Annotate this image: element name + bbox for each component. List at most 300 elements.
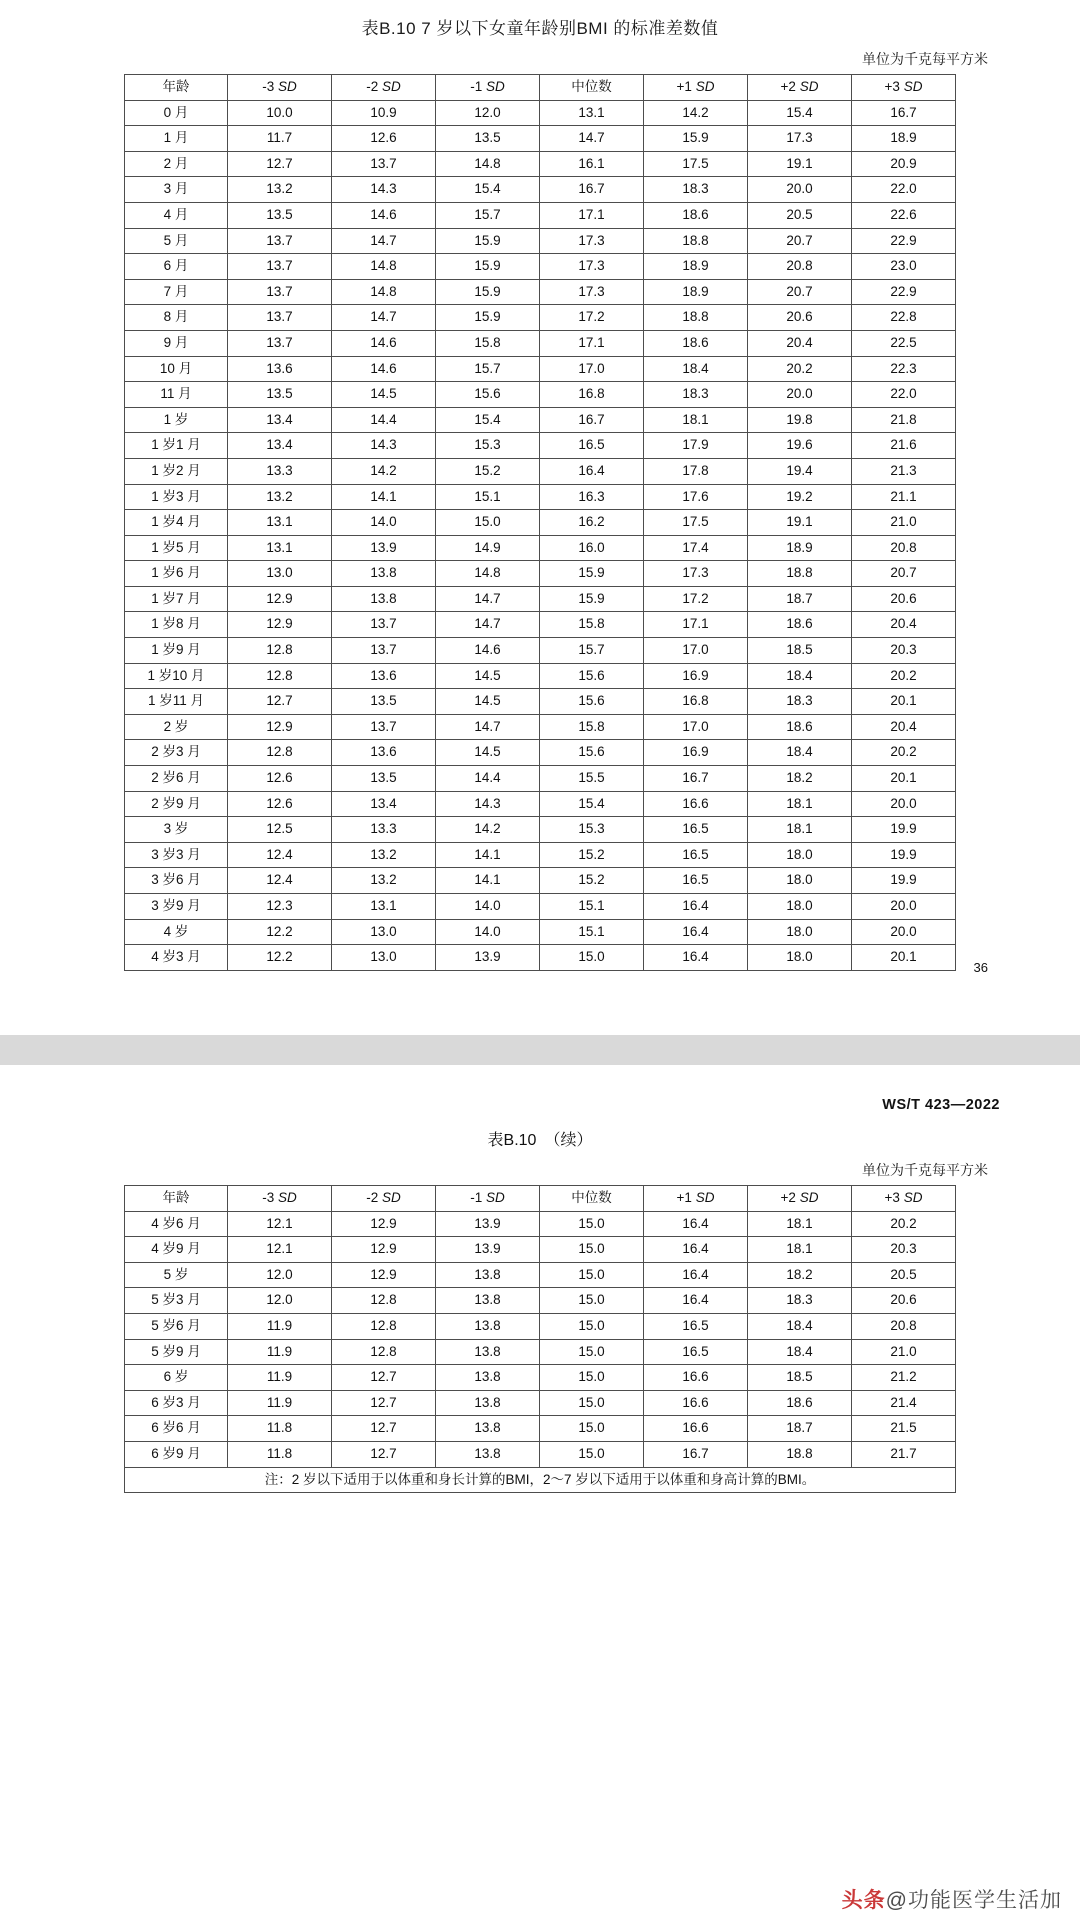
table-row — [125, 894, 956, 920]
cell-age: 7 月 — [125, 279, 228, 305]
cell-value: 13.2 — [332, 842, 436, 868]
cell-value: 16.5 — [644, 1313, 748, 1339]
table-note: 注：2 岁以下适用于以体重和身长计算的BMI，2～7 岁以下适用于以体重和身高计算的BMI。 — [125, 1467, 956, 1493]
cell-value: 15.0 — [540, 1211, 644, 1237]
cell-value: 12.6 — [228, 766, 332, 792]
cell-value: 21.6 — [852, 433, 956, 459]
table-row — [125, 535, 956, 561]
page-title: 表B.10 7 岁以下女童年龄别BMI 的标准差数值 — [361, 19, 719, 38]
table-row — [125, 254, 956, 280]
cell-value: 13.2 — [228, 484, 332, 510]
cell-age: 6 岁6 月 — [125, 1416, 228, 1442]
cell-value: 17.3 — [644, 561, 748, 587]
cell-value: 15.3 — [436, 433, 540, 459]
table-row — [125, 228, 956, 254]
cell-value: 22.9 — [852, 228, 956, 254]
cell-value: 18.4 — [748, 1313, 852, 1339]
cell-age: 5 岁6 月 — [125, 1313, 228, 1339]
cell-value: 20.6 — [852, 1288, 956, 1314]
cell-value: 12.8 — [332, 1313, 436, 1339]
cell-age: 6 月 — [125, 254, 228, 280]
cell-value: 18.0 — [748, 919, 852, 945]
cell-value: 16.5 — [540, 433, 644, 459]
cell-value: 20.8 — [852, 535, 956, 561]
table-body — [125, 1211, 956, 1467]
cell-value: 15.4 — [436, 177, 540, 203]
cell-value: 14.8 — [436, 151, 540, 177]
table-row — [125, 945, 956, 971]
cell-value: 20.3 — [852, 638, 956, 664]
cell-value: 12.3 — [228, 894, 332, 920]
cell-age: 1 岁1 月 — [125, 433, 228, 459]
cell-value: 20.4 — [748, 330, 852, 356]
cell-value: 11.9 — [228, 1365, 332, 1391]
cell-value: 16.0 — [540, 535, 644, 561]
cell-value: 18.1 — [748, 1237, 852, 1263]
cell-value: 18.6 — [748, 714, 852, 740]
cell-value: 13.1 — [228, 535, 332, 561]
cell-value: 12.6 — [228, 791, 332, 817]
cell-value: 12.7 — [332, 1416, 436, 1442]
cell-value: 13.4 — [228, 433, 332, 459]
watermark-logo: 头条 — [841, 1889, 886, 1912]
cell-value: 16.2 — [540, 510, 644, 536]
cell-age: 2 月 — [125, 151, 228, 177]
page-separator — [0, 1035, 1080, 1065]
table-row — [125, 1416, 956, 1442]
column-header-7: +3 SD — [852, 1186, 956, 1212]
table-row — [125, 356, 956, 382]
cell-value: 15.5 — [540, 766, 644, 792]
cell-value: 13.7 — [228, 330, 332, 356]
cell-value: 20.7 — [852, 561, 956, 587]
cell-value: 16.6 — [644, 791, 748, 817]
cell-value: 13.6 — [228, 356, 332, 382]
table-row — [125, 1211, 956, 1237]
cell-value: 13.8 — [436, 1416, 540, 1442]
cell-value: 21.8 — [852, 407, 956, 433]
cell-value: 20.2 — [852, 663, 956, 689]
cell-age: 1 岁11 月 — [125, 689, 228, 715]
cell-value: 13.8 — [436, 1339, 540, 1365]
cell-value: 21.4 — [852, 1390, 956, 1416]
cell-value: 15.0 — [540, 1390, 644, 1416]
cell-value: 20.0 — [748, 177, 852, 203]
column-header-6: +2 SD — [748, 75, 852, 101]
cell-value: 16.4 — [644, 1288, 748, 1314]
cell-value: 13.9 — [332, 535, 436, 561]
cell-value: 18.0 — [748, 894, 852, 920]
table-row — [125, 663, 956, 689]
cell-value: 15.9 — [436, 228, 540, 254]
cell-value: 11.8 — [228, 1416, 332, 1442]
cell-value: 17.0 — [540, 356, 644, 382]
cell-age: 3 岁9 月 — [125, 894, 228, 920]
cell-value: 12.2 — [228, 919, 332, 945]
cell-age: 5 岁3 月 — [125, 1288, 228, 1314]
cell-value: 14.3 — [332, 177, 436, 203]
cell-value: 14.0 — [436, 919, 540, 945]
cell-value: 16.4 — [540, 458, 644, 484]
cell-value: 19.4 — [748, 458, 852, 484]
cell-value: 22.6 — [852, 202, 956, 228]
bmi-table-page2 — [124, 1185, 956, 1493]
cell-value: 15.0 — [540, 945, 644, 971]
cell-value: 15.6 — [436, 382, 540, 408]
table-row — [125, 458, 956, 484]
cell-age: 10 月 — [125, 356, 228, 382]
cell-value: 13.8 — [436, 1365, 540, 1391]
cell-age: 1 岁5 月 — [125, 535, 228, 561]
cell-value: 14.8 — [332, 254, 436, 280]
cell-value: 18.4 — [748, 1339, 852, 1365]
cell-age: 4 月 — [125, 202, 228, 228]
table-row — [125, 766, 956, 792]
cell-value: 18.9 — [852, 126, 956, 152]
cell-value: 15.0 — [540, 1365, 644, 1391]
cell-value: 13.5 — [228, 382, 332, 408]
cell-value: 14.9 — [436, 535, 540, 561]
cell-value: 17.0 — [644, 714, 748, 740]
table-row — [125, 1262, 956, 1288]
column-header-4: 中位数 — [540, 1186, 644, 1212]
cell-value: 20.1 — [852, 766, 956, 792]
cell-age: 0 月 — [125, 100, 228, 126]
cell-value: 21.1 — [852, 484, 956, 510]
cell-value: 15.1 — [540, 894, 644, 920]
cell-value: 13.8 — [436, 1288, 540, 1314]
cell-value: 15.4 — [748, 100, 852, 126]
document-page-2 — [0, 1065, 1080, 1920]
cell-value: 13.1 — [540, 100, 644, 126]
table-row — [125, 586, 956, 612]
cell-value: 21.5 — [852, 1416, 956, 1442]
cell-value: 17.5 — [644, 151, 748, 177]
cell-age: 4 岁9 月 — [125, 1237, 228, 1263]
cell-value: 20.8 — [852, 1313, 956, 1339]
cell-value: 12.7 — [332, 1365, 436, 1391]
column-header-5: +1 SD — [644, 1186, 748, 1212]
cell-value: 17.1 — [540, 330, 644, 356]
cell-value: 18.9 — [644, 279, 748, 305]
cell-value: 15.0 — [540, 1339, 644, 1365]
cell-value: 15.0 — [436, 510, 540, 536]
table-row — [125, 407, 956, 433]
column-header-1: -3 SD — [228, 1186, 332, 1212]
cell-age: 5 月 — [125, 228, 228, 254]
cell-value: 12.4 — [228, 842, 332, 868]
column-header-0: 年龄 — [125, 1186, 228, 1212]
cell-value: 17.9 — [644, 433, 748, 459]
cell-value: 12.7 — [228, 151, 332, 177]
cell-age: 6 岁3 月 — [125, 1390, 228, 1416]
cell-value: 22.5 — [852, 330, 956, 356]
cell-value: 16.6 — [644, 1390, 748, 1416]
cell-value: 19.2 — [748, 484, 852, 510]
continued-title: 表B.10 （续） — [487, 1132, 593, 1149]
cell-value: 16.5 — [644, 1339, 748, 1365]
table-row — [125, 612, 956, 638]
cell-value: 14.6 — [332, 356, 436, 382]
cell-value: 14.7 — [540, 126, 644, 152]
cell-value: 11.9 — [228, 1313, 332, 1339]
cell-value: 12.0 — [436, 100, 540, 126]
cell-value: 19.6 — [748, 433, 852, 459]
cell-value: 16.7 — [540, 407, 644, 433]
cell-value: 13.7 — [332, 612, 436, 638]
column-header-0: 年龄 — [125, 75, 228, 101]
cell-value: 15.4 — [436, 407, 540, 433]
cell-value: 14.0 — [332, 510, 436, 536]
cell-value: 16.8 — [644, 689, 748, 715]
cell-age: 8 月 — [125, 305, 228, 331]
cell-age: 1 岁 — [125, 407, 228, 433]
cell-age: 9 月 — [125, 330, 228, 356]
table-row — [125, 1365, 956, 1391]
cell-value: 18.7 — [748, 586, 852, 612]
cell-value: 13.9 — [436, 945, 540, 971]
cell-value: 16.6 — [644, 1365, 748, 1391]
cell-value: 14.1 — [436, 868, 540, 894]
cell-value: 18.6 — [644, 202, 748, 228]
cell-value: 15.0 — [540, 1313, 644, 1339]
cell-value: 20.7 — [748, 228, 852, 254]
cell-value: 18.8 — [644, 305, 748, 331]
cell-value: 17.0 — [644, 638, 748, 664]
cell-value: 18.6 — [748, 612, 852, 638]
cell-value: 21.7 — [852, 1441, 956, 1467]
cell-value: 12.9 — [228, 714, 332, 740]
cell-value: 14.3 — [332, 433, 436, 459]
cell-value: 13.7 — [228, 254, 332, 280]
cell-age: 4 岁3 月 — [125, 945, 228, 971]
cell-value: 15.6 — [540, 740, 644, 766]
cell-value: 18.5 — [748, 638, 852, 664]
cell-value: 15.7 — [436, 356, 540, 382]
column-header-5: +1 SD — [644, 75, 748, 101]
table-row — [125, 202, 956, 228]
unit-label-2: 单位为千克每平方米 — [862, 1162, 988, 1178]
cell-value: 16.6 — [644, 1416, 748, 1442]
cell-value: 13.7 — [228, 228, 332, 254]
cell-value: 22.8 — [852, 305, 956, 331]
cell-value: 13.9 — [436, 1211, 540, 1237]
cell-value: 20.0 — [748, 382, 852, 408]
column-header-4: 中位数 — [540, 75, 644, 101]
cell-value: 20.1 — [852, 689, 956, 715]
cell-value: 18.8 — [644, 228, 748, 254]
cell-value: 13.2 — [332, 868, 436, 894]
cell-value: 15.2 — [540, 868, 644, 894]
cell-value: 18.3 — [644, 382, 748, 408]
cell-value: 13.0 — [332, 945, 436, 971]
cell-value: 17.2 — [540, 305, 644, 331]
cell-value: 19.1 — [748, 151, 852, 177]
cell-value: 13.7 — [332, 151, 436, 177]
cell-value: 20.7 — [748, 279, 852, 305]
cell-age: 1 岁6 月 — [125, 561, 228, 587]
cell-value: 18.1 — [748, 1211, 852, 1237]
cell-value: 12.7 — [332, 1390, 436, 1416]
cell-value: 20.8 — [748, 254, 852, 280]
cell-value: 20.3 — [852, 1237, 956, 1263]
cell-value: 20.0 — [852, 894, 956, 920]
cell-value: 15.8 — [436, 330, 540, 356]
cell-value: 12.8 — [228, 740, 332, 766]
cell-value: 15.8 — [540, 612, 644, 638]
cell-value: 19.9 — [852, 868, 956, 894]
cell-value: 13.5 — [228, 202, 332, 228]
cell-value: 18.5 — [748, 1365, 852, 1391]
cell-value: 17.1 — [540, 202, 644, 228]
table-note-row — [125, 1467, 956, 1493]
cell-value: 17.3 — [540, 228, 644, 254]
watermark-text: @功能医学生活加 — [885, 1889, 1062, 1912]
cell-age: 2 岁 — [125, 714, 228, 740]
table-row — [125, 100, 956, 126]
table-row — [125, 330, 956, 356]
cell-value: 14.5 — [332, 382, 436, 408]
cell-value: 12.9 — [332, 1211, 436, 1237]
cell-value: 16.4 — [644, 1237, 748, 1263]
cell-value: 12.4 — [228, 868, 332, 894]
cell-value: 15.2 — [540, 842, 644, 868]
cell-value: 13.8 — [436, 1441, 540, 1467]
cell-value: 12.9 — [332, 1262, 436, 1288]
cell-value: 17.1 — [644, 612, 748, 638]
cell-value: 12.1 — [228, 1237, 332, 1263]
cell-value: 17.4 — [644, 535, 748, 561]
cell-value: 15.2 — [436, 458, 540, 484]
cell-value: 13.8 — [436, 1262, 540, 1288]
table-row — [125, 842, 956, 868]
cell-value: 13.8 — [436, 1390, 540, 1416]
cell-value: 20.0 — [852, 791, 956, 817]
cell-value: 14.7 — [436, 612, 540, 638]
table-row — [125, 919, 956, 945]
cell-value: 14.1 — [332, 484, 436, 510]
cell-value: 14.2 — [644, 100, 748, 126]
cell-value: 15.1 — [540, 919, 644, 945]
cell-value: 11.7 — [228, 126, 332, 152]
cell-value: 14.6 — [436, 638, 540, 664]
cell-value: 15.9 — [436, 254, 540, 280]
cell-value: 12.7 — [228, 689, 332, 715]
cell-age: 2 岁9 月 — [125, 791, 228, 817]
cell-value: 12.9 — [332, 1237, 436, 1263]
cell-value: 12.5 — [228, 817, 332, 843]
cell-value: 14.8 — [436, 561, 540, 587]
cell-value: 11.9 — [228, 1390, 332, 1416]
cell-value: 13.9 — [436, 1237, 540, 1263]
cell-value: 19.8 — [748, 407, 852, 433]
cell-value: 18.8 — [748, 561, 852, 587]
cell-age: 4 岁 — [125, 919, 228, 945]
table-body — [125, 100, 956, 970]
cell-value: 13.1 — [332, 894, 436, 920]
cell-value: 14.6 — [332, 202, 436, 228]
cell-age: 1 岁2 月 — [125, 458, 228, 484]
cell-value: 18.4 — [748, 740, 852, 766]
cell-value: 14.5 — [436, 689, 540, 715]
cell-value: 14.4 — [332, 407, 436, 433]
cell-value: 18.6 — [644, 330, 748, 356]
unit-label: 单位为千克每平方米 — [862, 51, 988, 67]
cell-value: 16.5 — [644, 842, 748, 868]
cell-value: 19.9 — [852, 817, 956, 843]
cell-value: 14.1 — [436, 842, 540, 868]
table-row — [125, 740, 956, 766]
cell-value: 13.8 — [436, 1313, 540, 1339]
cell-value: 18.8 — [748, 1441, 852, 1467]
cell-value: 20.4 — [852, 714, 956, 740]
cell-value: 12.1 — [228, 1211, 332, 1237]
cell-age: 6 岁 — [125, 1365, 228, 1391]
cell-value: 14.7 — [332, 305, 436, 331]
cell-value: 15.9 — [436, 305, 540, 331]
cell-value: 15.3 — [540, 817, 644, 843]
table-row — [125, 1237, 956, 1263]
cell-value: 20.6 — [852, 586, 956, 612]
table-row — [125, 638, 956, 664]
cell-age: 11 月 — [125, 382, 228, 408]
cell-value: 13.8 — [332, 586, 436, 612]
cell-value: 12.9 — [228, 612, 332, 638]
cell-value: 11.9 — [228, 1339, 332, 1365]
cell-value: 15.7 — [540, 638, 644, 664]
cell-age: 1 岁10 月 — [125, 663, 228, 689]
table-row — [125, 1441, 956, 1467]
cell-value: 10.0 — [228, 100, 332, 126]
cell-value: 16.7 — [644, 1441, 748, 1467]
cell-value: 16.4 — [644, 945, 748, 971]
cell-value: 16.5 — [644, 817, 748, 843]
cell-value: 14.2 — [332, 458, 436, 484]
cell-age: 1 岁7 月 — [125, 586, 228, 612]
cell-value: 22.3 — [852, 356, 956, 382]
cell-value: 12.7 — [332, 1441, 436, 1467]
cell-value: 13.7 — [332, 638, 436, 664]
cell-value: 12.6 — [332, 126, 436, 152]
cell-value: 13.6 — [332, 663, 436, 689]
cell-value: 15.0 — [540, 1288, 644, 1314]
cell-age: 1 岁8 月 — [125, 612, 228, 638]
cell-value: 18.1 — [748, 791, 852, 817]
cell-value: 16.4 — [644, 919, 748, 945]
cell-value: 11.8 — [228, 1441, 332, 1467]
cell-value: 13.3 — [332, 817, 436, 843]
cell-value: 13.4 — [332, 791, 436, 817]
cell-value: 10.9 — [332, 100, 436, 126]
cell-value: 12.2 — [228, 945, 332, 971]
cell-value: 23.0 — [852, 254, 956, 280]
column-header-2: -2 SD — [332, 75, 436, 101]
table-row — [125, 1288, 956, 1314]
cell-value: 16.4 — [644, 894, 748, 920]
cell-value: 18.1 — [748, 817, 852, 843]
cell-value: 16.8 — [540, 382, 644, 408]
table-row — [125, 1339, 956, 1365]
cell-value: 13.0 — [228, 561, 332, 587]
table-row — [125, 510, 956, 536]
cell-value: 13.7 — [228, 279, 332, 305]
table-row — [125, 305, 956, 331]
cell-value: 18.0 — [748, 842, 852, 868]
cell-value: 18.1 — [644, 407, 748, 433]
cell-value: 16.7 — [540, 177, 644, 203]
cell-value: 17.8 — [644, 458, 748, 484]
cell-value: 15.9 — [540, 586, 644, 612]
